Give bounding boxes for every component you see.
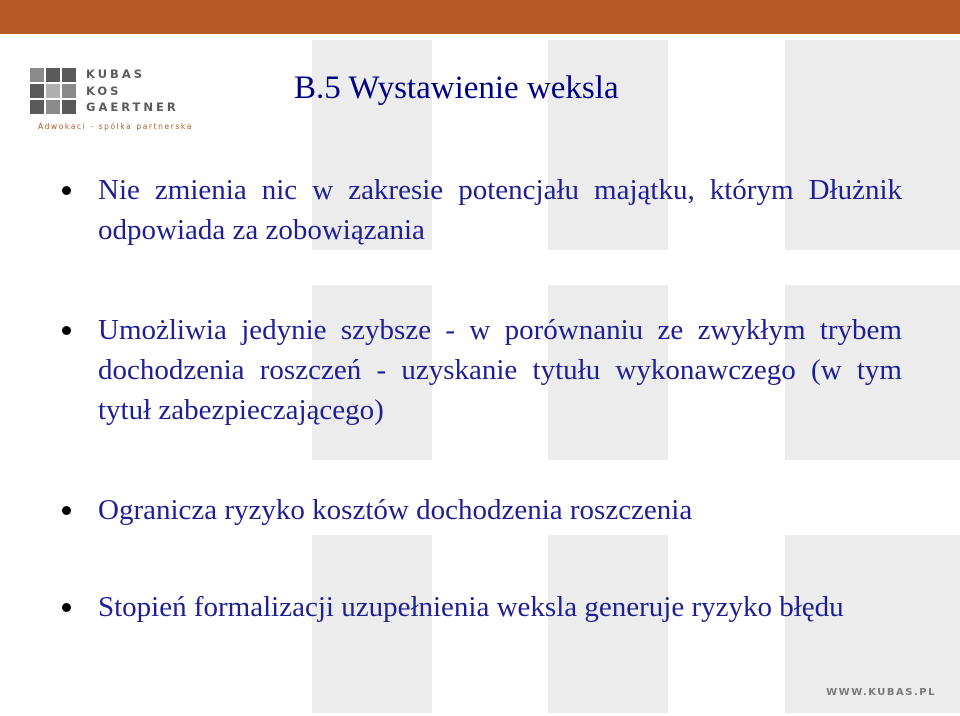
company-logo xyxy=(30,62,210,134)
bullet-text: Stopień formalizacji uzupełnienia weksla generuje ryzyko błędu xyxy=(98,591,844,623)
bullet-dot-icon xyxy=(62,186,71,195)
bullet-dot-icon xyxy=(62,603,71,612)
logo-line-2: KOS xyxy=(86,83,122,98)
bullet-text: Umożliwia jedynie szybsze - w porównaniu ze zwykłym trybem dochodzenia roszczeń - uzyskanie tytułu wykonawczego (w tym tytuł zabezpieczającego) xyxy=(98,314,902,426)
bullet-text: Nie zmienia nic w zakresie potencjału majątku, którym Dłużnik odpowiada za zobowiązania xyxy=(98,174,902,246)
logo-tagline: Adwokaci - spółka partnerska xyxy=(38,122,193,131)
logo-wordmark xyxy=(86,66,179,116)
bullet-item xyxy=(60,310,902,430)
bullet-text: Ogranicza ryzyko kosztów dochodzenia roszczenia xyxy=(98,494,693,526)
logo-line-3: GAERTNER xyxy=(86,100,179,114)
bullet-item xyxy=(60,170,902,250)
slide-title: B.5 Wystawienie weksla xyxy=(294,70,619,106)
logo-mark-icon xyxy=(30,68,76,114)
bullet-dot-icon xyxy=(62,326,71,335)
website-link[interactable]: WWW.KUBAS.PL xyxy=(826,687,936,698)
logo-line-1: KUBAS xyxy=(86,67,145,81)
bullet-item xyxy=(60,490,902,530)
bullet-dot-icon xyxy=(62,506,71,515)
top-bar xyxy=(0,0,960,34)
bullet-item xyxy=(60,587,902,627)
